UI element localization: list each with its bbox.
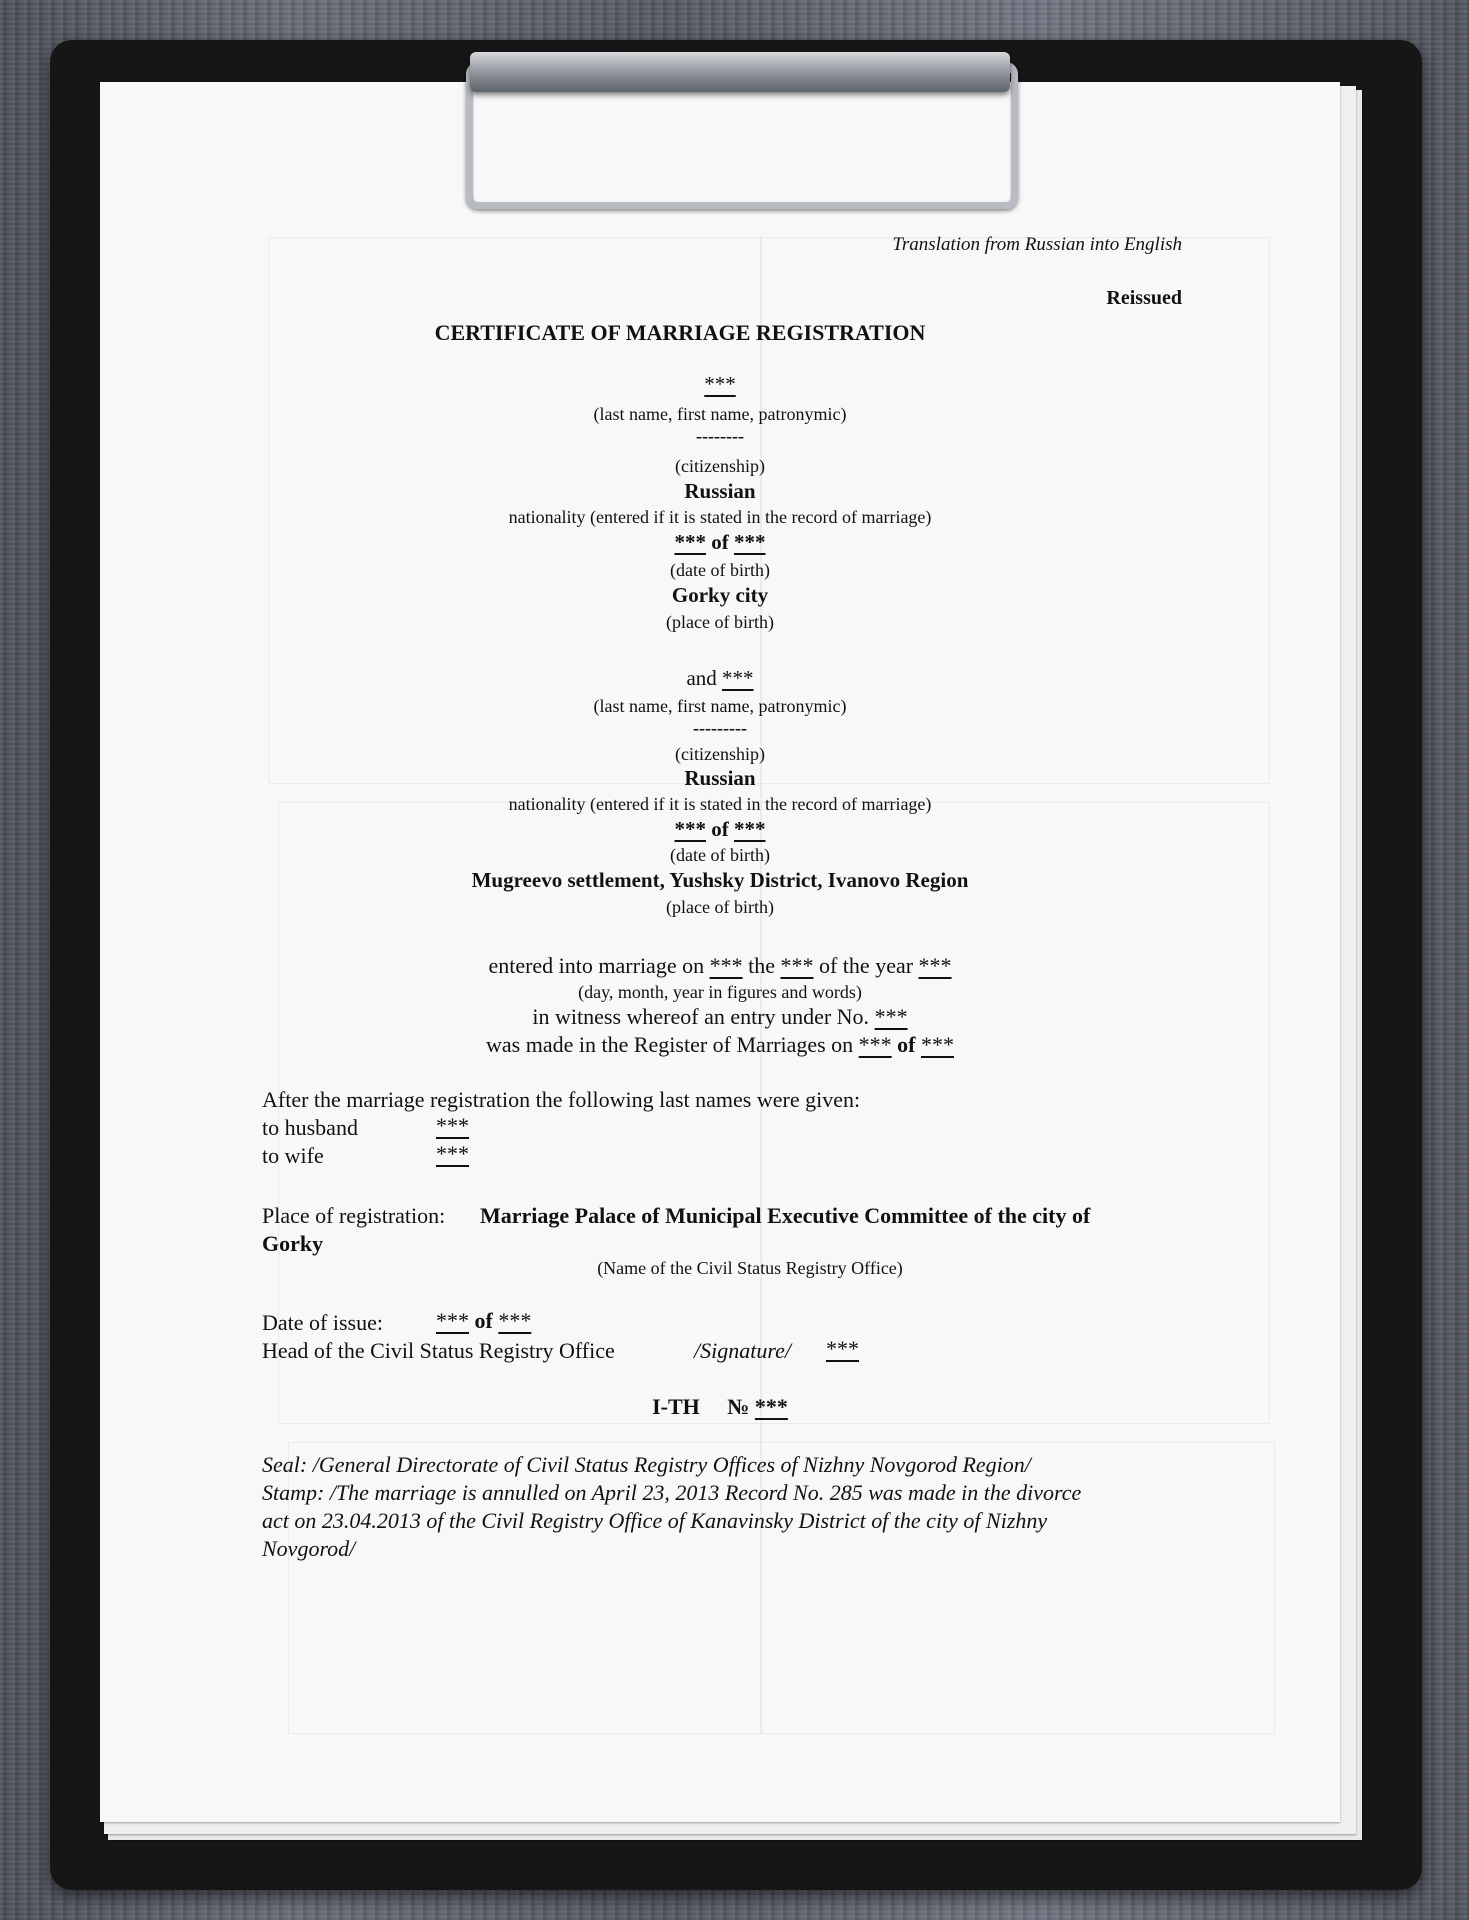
register-date-line: was made in the Register of Marriages on *** of *** [486, 1032, 954, 1057]
spouse2-name: and *** [686, 666, 754, 690]
document-title: CERTIFICATE OF MARRIAGE REGISTRATION [434, 320, 926, 345]
spouse1-name: *** [704, 372, 736, 396]
spouse2-name-caption: (last name, first name, patronymic) [593, 696, 847, 716]
spouse1-nationality: Russian [684, 479, 756, 503]
spouse1-name-caption: (last name, first name, patronymic) [593, 404, 847, 424]
spouse2-date-of-birth: *** of *** [674, 817, 766, 841]
stamp-note-line2: act on 23.04.2013 of the Civil Registry Office of Kanavinsky District of the city of Nizhny [262, 1508, 1048, 1533]
spouse1-dob-caption: (date of birth) [670, 560, 770, 580]
certificate-text [100, 82, 1340, 1822]
translation-note: Translation from Russian into English [892, 234, 1182, 255]
head-of-office-label: Head of the Civil Status Registry Office [262, 1338, 615, 1363]
spouse2-nationality: Russian [684, 766, 756, 790]
place-of-registration-label: Place of registration: [262, 1203, 446, 1228]
head-of-office-value: *** [826, 1336, 859, 1361]
spouse1-pob-caption: (place of birth) [666, 612, 774, 632]
stamp-note-line3: Novgorod/ [262, 1536, 356, 1561]
spouse1-citizenship-caption: (citizenship) [675, 456, 765, 476]
wife-value: *** [436, 1141, 469, 1166]
marriage-date-caption: (day, month, year in figures and words) [578, 982, 862, 1002]
husband-value: *** [436, 1113, 469, 1138]
office-name-caption: (Name of the Civil Status Registry Office) [597, 1258, 903, 1278]
place-of-registration-value-cont: Gorky [262, 1231, 324, 1256]
certificate-series-number: I-TH № *** [652, 1394, 788, 1419]
place-of-registration-value: Marriage Palace of Municipal Executive Committee of the city of [480, 1203, 1091, 1228]
spouse2-dob-caption: (date of birth) [670, 845, 770, 865]
wife-label: to wife [262, 1143, 324, 1168]
entry-number-line: in witness whereof an entry under No. *** [532, 1004, 908, 1029]
husband-label: to husband [262, 1115, 358, 1140]
stamp-note-line1: Stamp: /The marriage is annulled on April 23, 2013 Record No. 285 was made in the divorce [262, 1480, 1082, 1505]
date-of-issue-label: Date of issue: [262, 1310, 383, 1335]
spouse2-citizenship: --------- [693, 718, 747, 738]
spouse1-nationality-caption: nationality (entered if it is stated in the record of marriage) [508, 507, 932, 527]
date-of-issue-value: *** of *** [436, 1308, 532, 1333]
spouse2-place-of-birth: Mugreevo settlement, Yushsky District, Ivanovo Region [471, 868, 969, 892]
spouse2-citizenship-caption: (citizenship) [675, 744, 765, 764]
spouse2-nationality-caption: nationality (entered if it is stated in the record of marriage) [508, 794, 932, 814]
names-given-intro: After the marriage registration the following last names were given: [262, 1087, 861, 1112]
reissued-label: Reissued [1106, 287, 1182, 309]
spouse1-date-of-birth: *** of *** [674, 530, 766, 554]
spouse1-citizenship: -------- [696, 426, 744, 446]
spouse2-pob-caption: (place of birth) [666, 897, 774, 917]
seal-note: Seal: /General Directorate of Civil Status Registry Offices of Nizhny Novgorod Region/ [262, 1452, 1031, 1477]
signature-note: /Signature/ [694, 1338, 791, 1363]
marriage-date-line: entered into marriage on *** the *** of the year *** [488, 953, 952, 978]
spouse1-place-of-birth: Gorky city [671, 583, 769, 607]
